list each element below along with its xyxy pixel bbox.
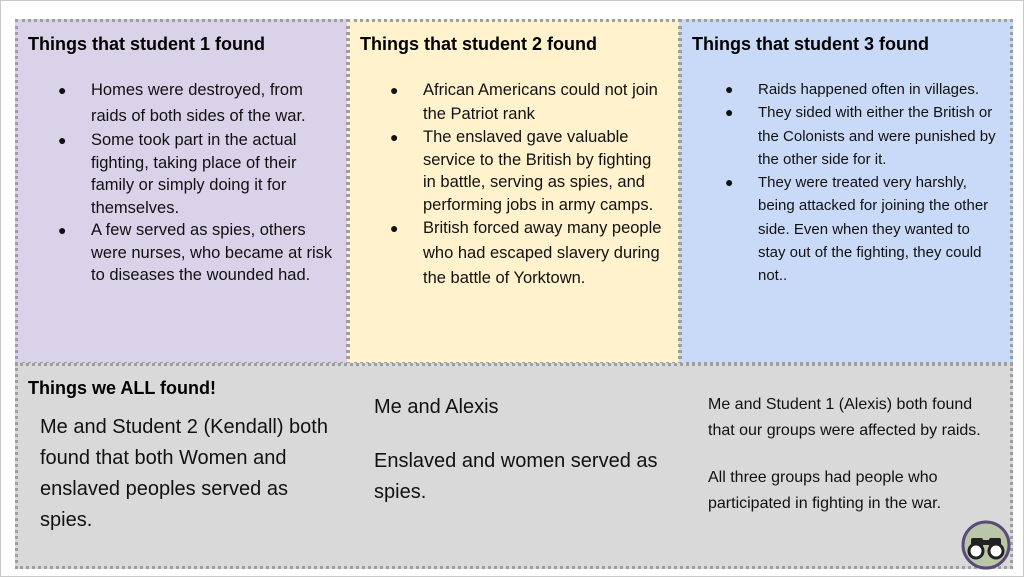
student-1-heading: Things that student 1 found bbox=[28, 34, 265, 54]
student-2-list bbox=[390, 78, 668, 291]
bullet-icon: ● bbox=[725, 104, 734, 121]
all-found-heading: Things we ALL found! bbox=[28, 378, 216, 398]
list-item: ● Raids happened often in villages. bbox=[758, 78, 998, 101]
list-item: ● Some took part in the actual fighting, taking place of their family or simply doing it for themselves. bbox=[58, 131, 297, 217]
student-2-cell bbox=[347, 19, 681, 365]
student-3-list bbox=[725, 78, 998, 288]
bullet-icon: ● bbox=[725, 81, 734, 97]
bullet-icon: ● bbox=[58, 132, 67, 148]
bullet-icon: ● bbox=[58, 82, 67, 98]
all-found-cell bbox=[15, 363, 1013, 569]
all-found-col-2 bbox=[374, 392, 674, 508]
bullet-icon: ● bbox=[390, 129, 399, 145]
student-1-list bbox=[58, 78, 336, 287]
bullet-icon: ● bbox=[390, 82, 399, 98]
list-item: ● The enslaved gave valuable service to the British by fighting in battle, serving as spies, and performing jobs in army camps. bbox=[390, 128, 654, 214]
bullet-icon: ● bbox=[58, 222, 67, 238]
list-item: ● African Americans could not join the Patriot rank bbox=[423, 78, 668, 126]
all-found-text: Me and Student 2 (Kendall) both found that both Women and enslaved peoples served as spies. bbox=[40, 416, 328, 531]
bullet-icon: ● bbox=[390, 220, 399, 236]
student-3-cell bbox=[679, 19, 1013, 365]
student-3-heading: Things that student 3 found bbox=[692, 34, 929, 54]
list-item: ● British forced away many people who had escaped slavery during the battle of Yorktown. bbox=[423, 216, 668, 291]
binoculars-icon bbox=[961, 520, 1011, 570]
student-1-cell bbox=[15, 19, 349, 365]
list-item: ● They sided with either the British or the Colonists and were punished by the other side for it. bbox=[758, 101, 998, 171]
all-found-text: Me and Student 1 (Alexis) both found that our groups were affected by raids. bbox=[708, 396, 981, 439]
list-item: ● A few served as spies, others were nurses, who became at risk to diseases the wounded had. bbox=[58, 221, 333, 284]
all-found-col-1 bbox=[40, 412, 340, 536]
list-item: ● Homes were destroyed, from raids of both sides of the war. bbox=[91, 78, 336, 129]
all-found-text: Enslaved and women served as spies. bbox=[374, 450, 658, 503]
student-2-heading: Things that student 2 found bbox=[360, 34, 597, 54]
bullet-icon: ● bbox=[725, 174, 734, 191]
all-found-text: Me and Alexis bbox=[374, 396, 499, 418]
all-found-text: All three groups had people who participated in fighting in the war. bbox=[708, 469, 942, 512]
all-found-col-3 bbox=[708, 392, 998, 516]
list-item: ● They were treated very harshly, being attacked for joining the other side. Even when they wanted to stay out of the fighting, they could not.. bbox=[758, 171, 998, 287]
